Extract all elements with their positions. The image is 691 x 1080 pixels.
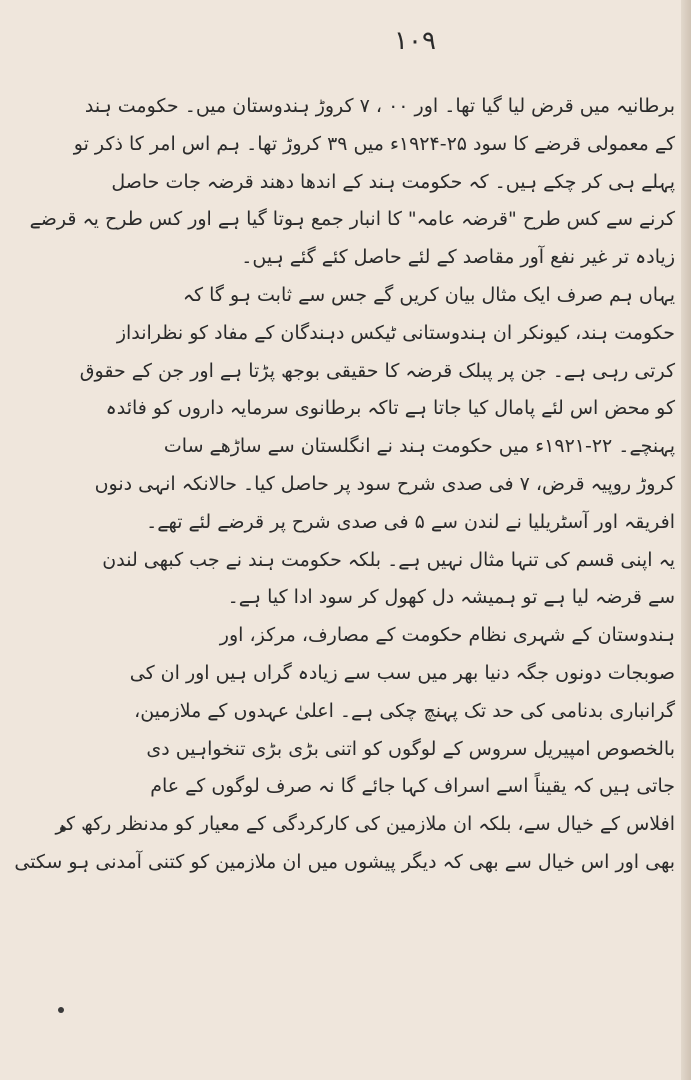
text-line: افلاس کے خیال سے، بلکہ ان ملازمین کی کارکردگی کے معیار کو مدنظر رکھ کر bbox=[55, 813, 675, 836]
text-line: زیادہ تر غیر نفع آور مقاصد کے لئے حاصل کئے گئے ہیں۔ bbox=[241, 246, 675, 269]
body-text bbox=[14, 88, 675, 882]
text-line: حکومت ہند، کیونکر ان ہندوستانی ٹیکس دہندگان کے مفاد کو نظرانداز bbox=[116, 321, 675, 344]
text-line: کے معمولی قرضے کا سود ۲۵-۱۹۲۴ء میں ۳۹ کروڑ تھا۔ ہم اس امر کا ذکر تو bbox=[73, 132, 675, 155]
page-number: ۱۰۹ bbox=[394, 26, 436, 56]
text-line: سے قرضہ لیا ہے تو ہمیشہ دل کھول کر سود ادا کیا ہے۔ bbox=[227, 586, 675, 609]
text-line: برطانیہ میں قرض لیا گیا تھا۔ اور ۰۰ ، ۷ کروڑ ہندوستان میں۔ حکومت ہند bbox=[84, 95, 675, 117]
text-line: گرانباری بدنامی کی حد تک پہنچ چکی ہے۔ اعلیٰ عہدوں کے ملازمین، bbox=[134, 699, 675, 722]
text-line: یہاں ہم صرف ایک مثال بیان کریں گے جس سے ثابت ہو گا کہ bbox=[182, 283, 675, 306]
text-line: کرنے سے کس طرح "قرضہ عامہ" کا انبار جمع ہوتا گیا ہے اور کس طرح یہ قرضے bbox=[29, 208, 675, 231]
text-line: جاتی ہیں کہ یقیناً اسے اسراف کہا جائے گا نہ صرف لوگوں کے عام bbox=[150, 775, 675, 798]
text-line: پہلے ہی کر چکے ہیں۔ کہ حکومت ہند کے اندھا دھند قرضہ جات حاصل bbox=[111, 170, 675, 193]
text-line: کرتی رہی ہے۔ جن پر پبلک قرضہ کا حقیقی بوجھ پڑتا ہے اور جن کے حقوق bbox=[79, 359, 675, 382]
page-edge-shadow bbox=[681, 0, 691, 1080]
text-line: کروڑ روپیہ قرض، ۷ فی صدی شرح سود پر حاصل کیا۔ حالانکہ انہی دنوں bbox=[94, 472, 675, 495]
text-line: یہ اپنی قسم کی تنہا مثال نہیں ہے۔ بلکہ حکومت ہند نے جب کبھی لندن bbox=[102, 548, 675, 571]
punch-hole-dot bbox=[58, 1007, 64, 1013]
text-line: صوبجات دونوں جگہ دنیا بھر میں سب سے زیادہ گراں ہیں اور ان کی bbox=[129, 661, 675, 684]
text-line: کو محض اس لئے پامال کیا جاتا ہے تاکہ برطانوی سرمایہ داروں کو فائدہ bbox=[105, 397, 675, 420]
text-line: ہندوستان کے شہری نظام حکومت کے مصارف، مرکز، اور bbox=[219, 624, 675, 647]
text-line: بالخصوص امپیریل سروس کے لوگوں کو اتنی بڑی بڑی تنخواہیں دی bbox=[146, 737, 675, 760]
text-line: افریقہ اور آسٹریلیا نے لندن سے ۵ فی صدی شرح پر قرضے لئے تھے۔ bbox=[146, 510, 675, 533]
text-line: پہنچے۔ ۲۲-۱۹۲۱ء میں حکومت ہند نے انگلستان سے ساڑھے سات bbox=[163, 435, 675, 458]
text-line: بھی اور اس خیال سے بھی کہ دیگر پیشوں میں ان ملازمین کو کتنی آمدنی ہو سکتی bbox=[14, 850, 675, 873]
